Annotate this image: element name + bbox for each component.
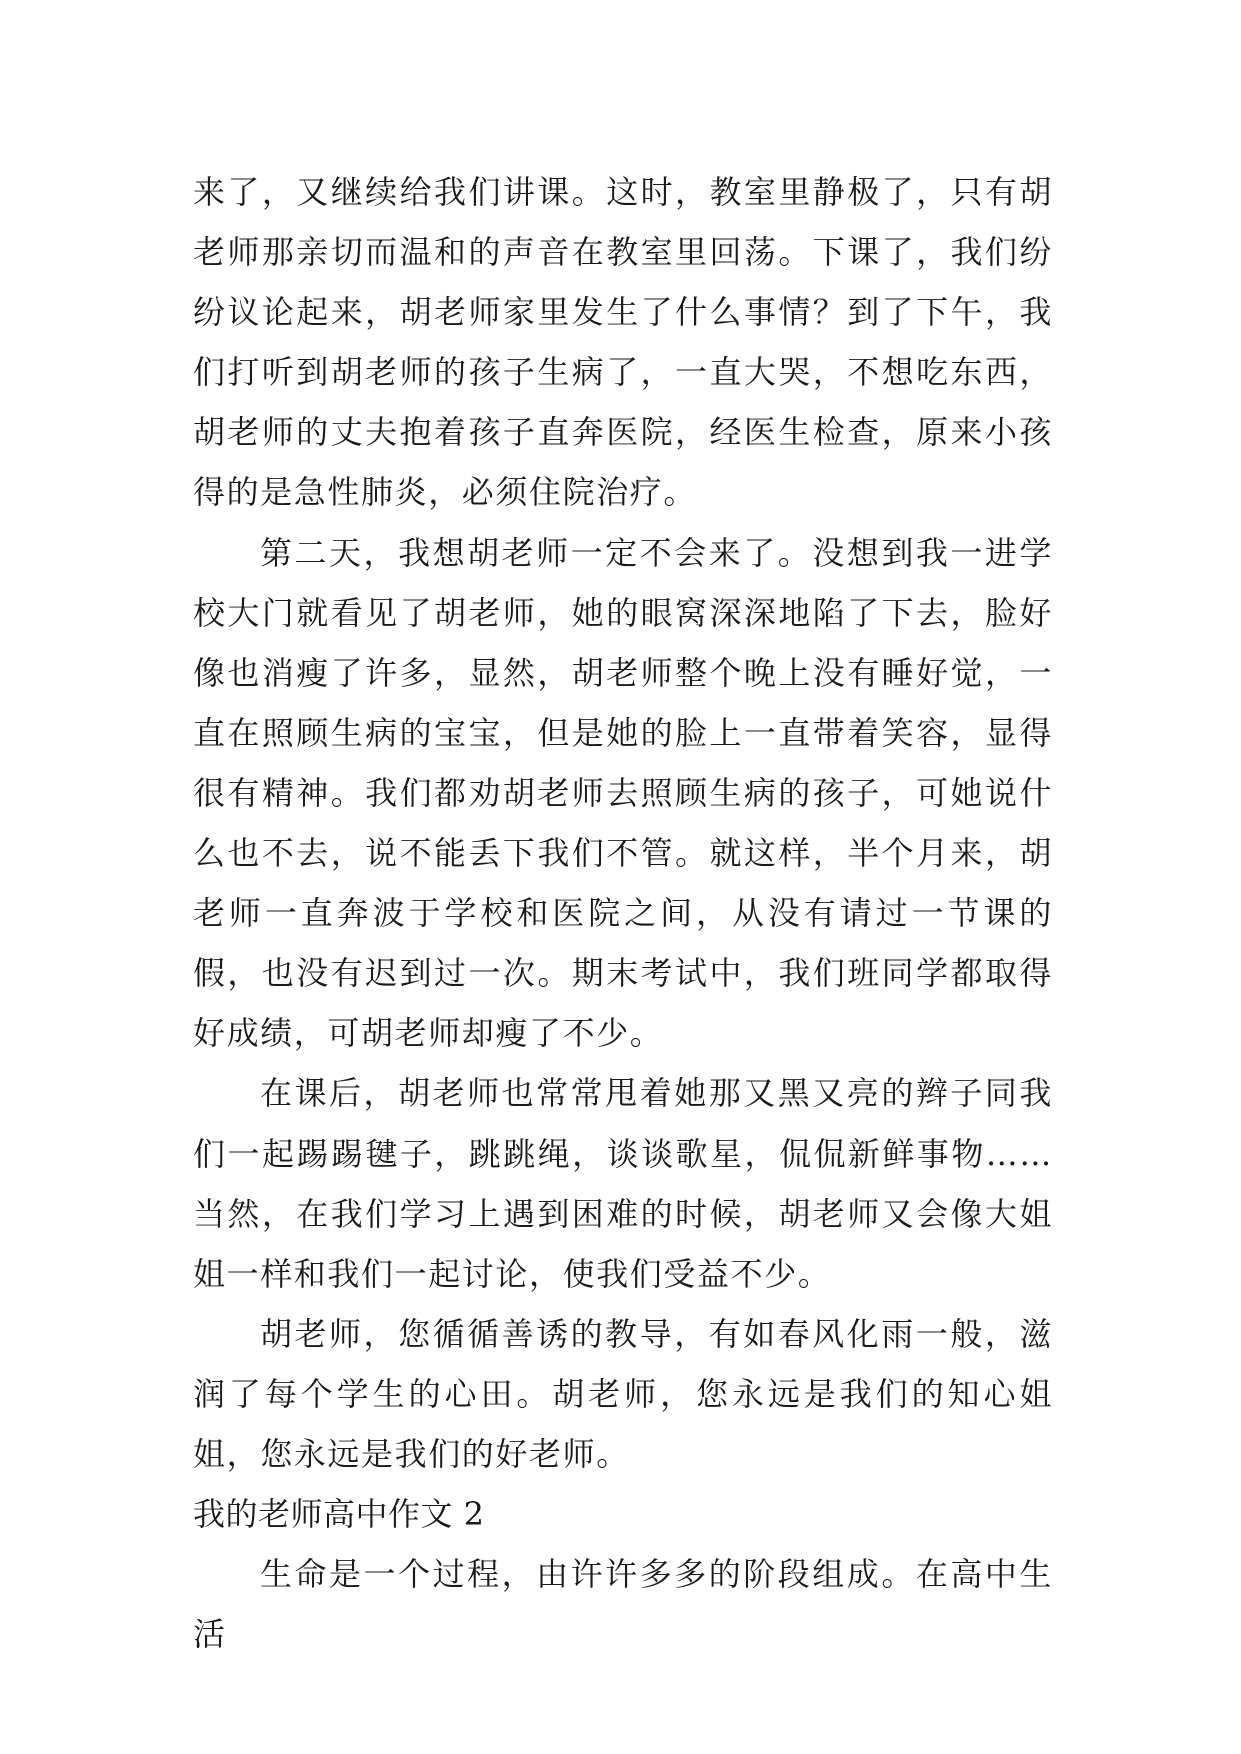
paragraph-after-class: 在课后，胡老师也常常甩着她那又黑又亮的辫子同我们一起踢踢毽子，跳跳绳，谈谈歌星，侃侃新鲜事物……当然，在我们学习上遇到困难的时候，胡老师又会像大姐姐一样和我们一起讨论，使我们受益不少。: [193, 1074, 1053, 1293]
paragraph-continued: 来了，又继续给我们讲课。这时，教室里静极了，只有胡老师那亲切而温和的声音在教室里回荡。下课了，我们纷纷议论起来，胡老师家里发生了什么事情？到了下午，我们打听到胡老师的孩子生病了，一直大哭，不想吃东西，胡老师的丈夫抱着孩子直奔医院，经医生检查，原来小孩得的是急性肺炎，必须住院治疗。: [193, 173, 1053, 512]
paragraph-conclusion: 胡老师，您循循善诱的教导，有如春风化雨一般，滋润了每个学生的心田。胡老师，您永远是我们的知心姐姐，您永远是我们的好老师。: [193, 1314, 1053, 1473]
essay-text-block: [193, 162, 1053, 1664]
paragraph-essay-2-opening: 生命是一个过程，由许许多多的阶段组成。在高中生活: [193, 1555, 1053, 1654]
essay-heading: 我的老师高中作文 2: [193, 1495, 485, 1534]
paragraph-second-day: 第二天，我想胡老师一定不会来了。没想到我一进学校大门就看见了胡老师，她的眼窝深深地陷了下去，脸好像也消瘦了许多，显然，胡老师整个晚上没有睡好觉，一直在照顾生病的宝宝，但是她的脸上一直带着笑容，显得很有精神。我们都劝胡老师去照顾生病的孩子，可她说什么也不去，说不能丢下我们不管。就这样，半个月来，胡老师一直奔波于学校和医院之间，从没有请过一节课的假，也没有迟到过一次。期末考试中，我们班同学都取得好成绩，可胡老师却瘦了不少。: [193, 533, 1053, 1053]
